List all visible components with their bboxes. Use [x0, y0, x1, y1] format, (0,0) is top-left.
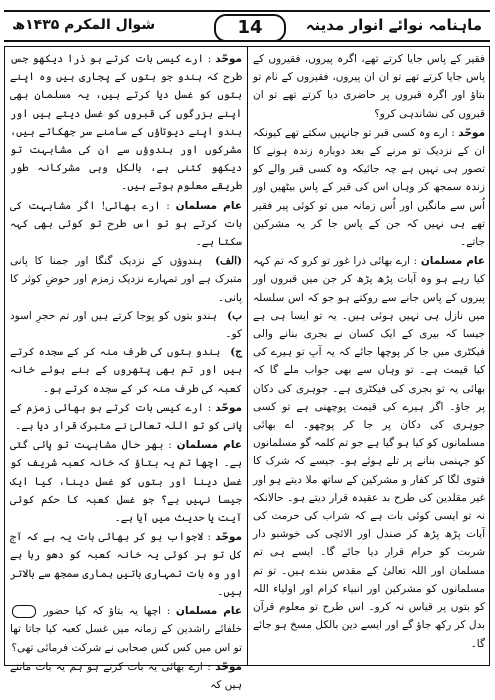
paragraph-text: : ارے کیسی بات کرتے ہو بھائی زمزم کے پانی کو تو اللہ تعالیٰ نے متبرک قرار دیا ہے۔	[10, 401, 242, 433]
honorific-glyph-icon	[12, 605, 36, 618]
paragraph-text: : ارے بھائی یہ بات کرتے ہو ہم یہ بات مانتے ہیں کہ	[10, 660, 242, 691]
speaker-label: عام مسلمان	[175, 199, 242, 212]
paragraph-text: خلفائے راشدین کے زمانہ میں غسل کعبہ کیا جاتا تھا تو اس میں کس کس صحابی نے شرکت فرمائی تھی؟	[10, 623, 242, 654]
issue-date: شوال المکرم ۱۴۳۵ھ	[12, 17, 156, 33]
paragraph-text: : بھر حال مشابہت تو پائی گئی ہے۔ اچھا تم یہ بتاؤ کہ خانہ کعبہ شریف کو غسل دینا اور بتوں کو غسل دینا، کیا ایک جیسا نہیں ہے؟ جو غسل کعبہ کا حکم کوئی آیت یا حدیث میں آیا ہے۔	[10, 439, 242, 525]
paragraph-text: : ارے وہ کسی قبر تو جانہیں سکتے تھے کیونکہ ان کے نزدیک تو مرنے کے بعد دوبارہ زندہ ہونے کا تصور ہی نہیں ہے چہ جائیکہ وہ کسی قبر والے کو زندہ سمجھ کر وہاں اس کی قبر کے پاس بیٹھیں اور اُس سے مانگیں اور اُس زمانہ میں تو کوئی پیر فقیر تھے ہی نہیں کہ جن کے پاس جا کر یہ مشرکین جاتے۔	[253, 126, 485, 249]
paragraph-text: : اچھا یہ بتاؤ کہ کیا حضور	[43, 605, 171, 618]
paragraph	[10, 252, 242, 398]
paragraph-text: : ارے کیسی بات کرتے ہو ذرا دیکھو جس طرح کہ ہندو جو بتوں کے پجاری ہیں وہ اپنے بتوں کو غسل دیا کرتے ہیں، یہ مسلمان بھی اپنے بزرگوں کی قبروں کو غسل دیتے ہیں اور ہندو اپنے دیوتاؤں کے سامنے سر جھکاتے ہیں، مشرکوں اور ہندوؤں سے ان کی مشابہت تو دیکھو کتنی ہے، بالکل وہی مشرکانہ طور طریقے معلوم ہوتے ہیں۔	[10, 53, 242, 193]
paragraph-text: : ارے بھائی ذرا غور تو کرو کہ تم کہہ کیا رہے ہو وہ آیات پڑھ پڑھ کر جن میں قبروں اور پیروں کے پاس جانے سے روکتے ہو جو کہ اس سلسلہ میں نازل ہی نہیں ہوئی ہیں۔ یہ تو ایسا ہی ہے جیسا کہ بیری کے ایک کسان نے بجری بنانے والی فیکٹری میں جا کر پوچھا جائے کہ یہ آپ تو ہیرے کی کیا قیمت ہے۔ تو وہاں سے بھی جواب ملے گا کہ بھائی یہ تو بجری کی فیکٹری ہے۔ جوہری کی دکان پر جاؤ۔ اگر ہیرے کی قیمت پوچھنی ہے تو کسی جوہری کی دکان پر جا کر پوچھو۔ اے بھائی مسلمانوں کو کیا ہو گیا ہے جو تم کلمہ گو مسلمانوں کو جہنمی بنانے پر تلے ہوئے ہو۔ جیسے کہ شرک کا فتوی لگا کر کفار و مشرکین کے ساتھ ملا دیتے ہو اور غیر مقلدین کی طرح بد عقیدہ قرار دیتے ہو۔ حالانکہ نہ تو ایسی کوئی بات ہے کہ شراب کی حرمت کی آیات پڑھ پڑھ کر صندل اور الائچی کی خوشبو دار شربت کو حرام قرار دیا جائے گا۔ ایسے ہی تم مسلمان اور اللہ تعالیٰ کے مقدس بندے ہیں۔ تو تم مسلمانوں کو مشرکین اور انبیاء کرام اور اولیاء اللہ کو بتوں پر قیاس نہ کرو۔ اس طرح تو معلوم قرآن بدل کر رکھ جاؤ گے اور ایسے دین بالکل مسخ ہو جائے گا۔	[253, 255, 485, 650]
list-item	[10, 252, 242, 307]
paragraph-text: : ارے بھائی! اگر مشابہت کی بات کرتے ہو تو اس طرح تو کوئی بھی کہہ سکتا ہے۔	[10, 199, 242, 249]
paragraph	[10, 197, 242, 252]
paragraph	[10, 399, 242, 435]
speaker-label: موحّد	[215, 401, 242, 414]
speaker-label: عام مسلمان	[420, 255, 485, 268]
list-item	[10, 307, 242, 343]
paragraph-text: : لاجواب ہو کر بھائی بات یہ ہے کہ آج کل تو ہر کوئی یہ خانہ کعبہ کو دھو رہا ہے اور وہ بات تمہاری باتیں ہماری سمجھ سے بالاتر ہیں۔	[10, 531, 242, 598]
right-column	[253, 50, 485, 662]
column-divider	[247, 46, 248, 666]
paragraph	[253, 252, 485, 652]
paragraph	[10, 436, 242, 527]
speaker-label: عام مسلمان	[176, 439, 242, 452]
list-marker: ج)	[230, 346, 242, 359]
speaker-label: موحّد	[215, 53, 242, 65]
paragraph	[253, 124, 485, 251]
paragraph	[10, 658, 242, 694]
left-column	[10, 50, 243, 691]
list-marker: (الف)	[215, 255, 242, 268]
list-item-text: ہندو بتوں کو پوجا کرتے ہیں اور تم حجرِ اسود کو۔	[10, 309, 242, 341]
list-item	[10, 343, 242, 398]
paragraph-text: فقیر کے پاس جایا کرتے تھے، اگرہ پیروں، فقیروں کے پاس جایا کرتے تھے تو ان ان پیروں، فقیروں کے نام تو بتاؤ اور اگرہ قبروں پر حاضری دیا کرتے تھے تو ان قبروں کی نشاندہی کرو؟	[253, 53, 485, 120]
paragraph	[10, 50, 242, 196]
list-item-text: ہندو بتوں کی طرف منہ کر کے سجدہ کرتے ہیں اور تم بھی پتھروں کے بنے ہوئے خانہ کعبہ کی طرف منہ کر کے سجدہ کرتے ہو۔	[10, 346, 242, 395]
page-number: 14	[214, 14, 286, 42]
list-marker: ب)	[227, 309, 243, 322]
speaker-label: عام مسلمان	[175, 605, 243, 618]
speaker-label: موحّد	[215, 531, 242, 544]
speaker-label: موحّد	[458, 126, 486, 139]
paragraph	[10, 602, 242, 657]
paragraph	[10, 528, 242, 601]
page-header	[4, 10, 490, 42]
list-item-text: ہندوؤں کے نزدیک گنگا اور جمنا کا پانی متبرک ہے اور تمہارے نزدیک زمزم اور حوضِ کوثر کا پانی۔	[10, 255, 242, 304]
speaker-label: موحّد	[215, 660, 242, 673]
magazine-title: ماہنامہ نوائے انوار مدینہ	[305, 16, 482, 34]
paragraph	[253, 50, 485, 123]
